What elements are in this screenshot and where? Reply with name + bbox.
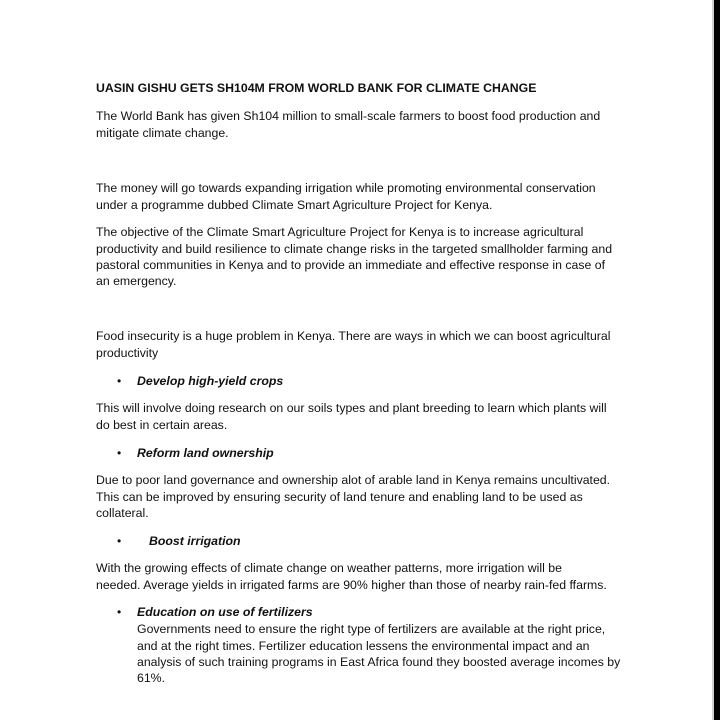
paragraph-line: This will involve doing research on our soils types and plant breeding to learn which plants will (96, 401, 607, 415)
section-heading: Boost irrigation (149, 534, 241, 548)
paragraph-line: Governments need to ensure the right type of fertilizers are available at the right price, (137, 622, 606, 636)
paragraph-line: mitigate climate change. (96, 126, 229, 140)
bullet-icon: • (117, 374, 122, 388)
paragraph-line: collateral. (96, 506, 149, 520)
paragraph-line: The money will go towards expanding irrigation while promoting environmental conservation (96, 181, 596, 195)
bullet-icon: • (117, 605, 122, 619)
paragraph-line: 61%. (137, 671, 166, 685)
section-heading: Education on use of fertilizers (137, 605, 313, 619)
paragraph-line: productivity and build resilience to climate change risks in the targeted smallholder farming and (96, 242, 613, 256)
section-heading: Reform land ownership (137, 446, 274, 460)
section-heading: Develop high-yield crops (137, 374, 284, 388)
paragraph-line: With the growing effects of climate change on weather patterns, more irrigation will be (96, 561, 562, 575)
bullet-icon: • (117, 446, 122, 460)
paragraph-line: The World Bank has given Sh104 million to small-scale farmers to boost food production and (96, 109, 601, 123)
paragraph-line: Due to poor land governance and ownership alot of arable land in Kenya remains uncultivated. (96, 473, 611, 487)
paragraph-line: Food insecurity is a huge problem in Kenya. There are ways in which we can boost agricultural (96, 329, 611, 343)
paragraph-line: needed. Average yields in irrigated farms are 90% higher than those of nearby rain-fed ffarms. (96, 578, 607, 592)
paragraph-line: and at the right times. Fertilizer education lessens the environmental impact and an (137, 639, 590, 653)
paragraph-line: productivity (96, 346, 159, 360)
document-title: UASIN GISHU GETS SH104M FROM WORLD BANK FOR CLIMATE CHANGE (96, 81, 537, 95)
bullet-icon: • (117, 534, 122, 548)
paragraph-line: under a programme dubbed Climate Smart Agriculture Project for Kenya. (96, 198, 493, 212)
paragraph-line: The objective of the Climate Smart Agriculture Project for Kenya is to increase agricultural (96, 225, 584, 239)
paragraph-line: pastoral communities in Kenya and to provide an immediate and effective response in case of (96, 258, 606, 272)
paragraph-line: This can be improved by ensuring security of land tenure and enabling land to be used as (96, 490, 583, 504)
paragraph-line: analysis of such training programs in East Africa found they boosted average incomes by (137, 655, 621, 669)
paragraph-line: an emergency. (96, 274, 177, 288)
paragraph-line: do best in certain areas. (96, 418, 228, 432)
